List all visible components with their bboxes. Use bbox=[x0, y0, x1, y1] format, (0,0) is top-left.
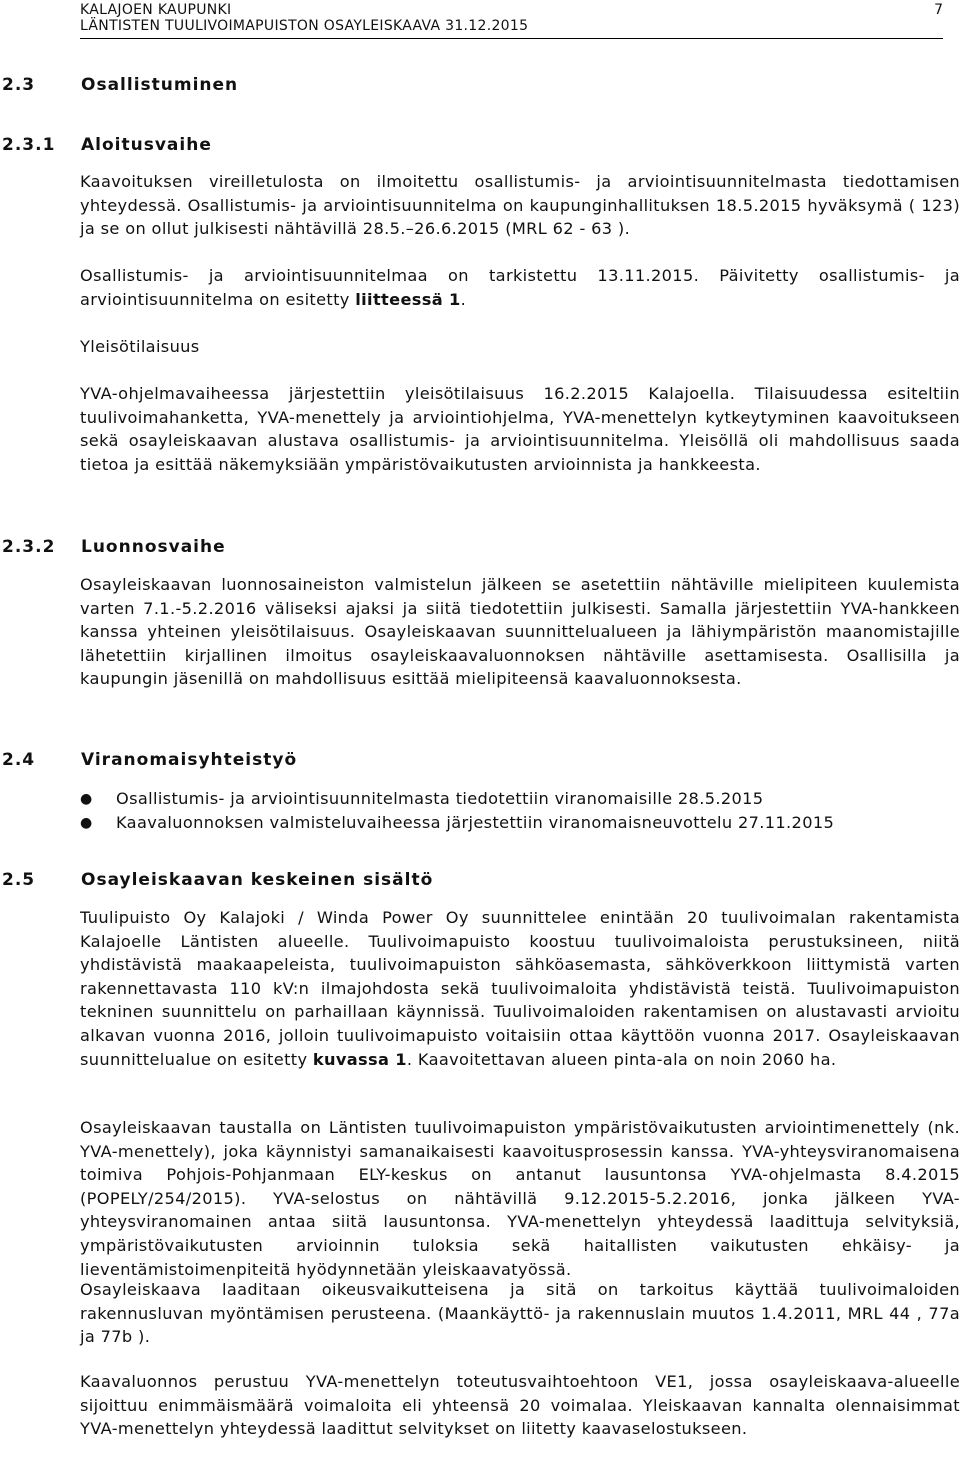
paragraph: Kaavaluonnos perustuu YVA-menettelyn toteutusvaihtoehtoon VE1, jossa osayleiskaava-alueelle sijoittuu enimmäismäärä voimaloita eli yhteensä 20 voimalaa. Yleiskaavan kannalta olennaisimmat YVA-menettelyn yhteydessä laadittut selvitykset on liitetty kaavaselostukseen. bbox=[80, 1372, 960, 1439]
paragraph-text: Tuulipuisto Oy Kalajoki / Winda Power Oy suunnittelee enintään 20 tuulivoimalan rakentamista Kalajoelle Läntisten alueelle. Tuulivoimapuisto koostuu tuulivoimaloista perustuksineen, niitä yhdistävistä maakaapeleista, tuulivoimapuiston sähköasemasta, sähköverkkoon liittymistä varten rakennettavasta 110 kV:n ilmajohdosta sekä tuulivoimaloita yhdistävistä teistä. Tuulivoimapuiston tekninen suunnittelu on parhaillaan käynnissä. Tuulivoimaloiden rakentamisen on alustavasti arvioitu alkavan vuonna 2016, jolloin tuulivoimapuisto voitaisiin ottaa käyttöön vuonna 2017. Osayleiskaavan suunnittelualue on esitetty bbox=[80, 908, 960, 1069]
sub-heading: Yleisötilaisuus bbox=[80, 337, 200, 356]
heading-number: 2.3.2 bbox=[2, 537, 56, 557]
paragraph: YVA-ohjelmavaiheessa järjestettiin yleisötilaisuus 16.2.2015 Kalajoella. Tilaisuudessa esiteltiin tuulivoimahanketta, YVA-menettely ja arviointiohjelma, YVA-menettelyn kytkeytyminen kaavoitukseen sekä osayleiskaavan alustava osallistumis- ja arviointisuunnitelma. Yleisöllä oli mahdollisuus saada tietoa ja esittää näkemyksiään ympäristövaikutusten arvioinnista ja hankkeesta. bbox=[80, 384, 960, 474]
figure-reference: kuvassa 1 bbox=[312, 1049, 407, 1069]
paragraph: Osayleiskaavan taustalla on Läntisten tuulivoimapuiston ympäristövaikutusten arviointimenettely (nk. YVA-menettely), joka käynnistyi samanaikaisesti kaavoitusprosessin kanssa. YVA-yhteysviranomaisena toimiva Pohjois-Pohjanmaan ELY-keskus on antanut lausuntonsa YVA-ohjelmasta 8.4.2015 (POPELY/254/2015). YVA-selostus on nähtävillä 9.12.2015-5.2.2016, jonka jälkeen YVA-yhteysviranomainen antaa siitä lausuntonsa. YVA-menettelyn yhteydessä laadittuja selvityksiä, ympäristövaikutusten arvioinnin tuloksia sekä haitallisten vaikutusten ehkäisy- ja lieventämistoimenpiteitä hyödynnetään yleiskaavatyössä. bbox=[80, 1118, 960, 1279]
page-number: 7 bbox=[934, 2, 943, 18]
heading-title: Aloitusvaihe bbox=[81, 135, 212, 155]
heading-title: Osallistuminen bbox=[81, 75, 239, 95]
paragraph-text: . bbox=[460, 289, 467, 309]
appendix-reference: liitteessä 1 bbox=[355, 289, 461, 309]
heading-number: 2.3 bbox=[2, 75, 36, 95]
heading-number: 2.3.1 bbox=[2, 135, 56, 155]
heading-title: Viranomaisyhteistyö bbox=[81, 750, 298, 770]
paragraph: Osayleiskaava laaditaan oikeusvaikutteisena ja sitä on tarkoitus käyttää tuulivoimaloiden rakennusluvan myöntämisen perusteena. (Maankäyttö- ja rakennuslain muutos 1.4.2011, MRL 44 , 77a ja 77b ). bbox=[80, 1280, 960, 1347]
bullet-icon: ● bbox=[80, 815, 93, 831]
bullet-text: Kaavaluonnoksen valmisteluvaiheessa järjestettiin viranomaisneuvottelu 27.11.2015 bbox=[116, 813, 835, 832]
paragraph bbox=[80, 264, 960, 311]
heading-number: 2.5 bbox=[2, 870, 36, 890]
running-header bbox=[80, 2, 528, 34]
header-divider bbox=[80, 38, 943, 39]
heading-number: 2.4 bbox=[2, 750, 36, 770]
paragraph: Osayleiskaavan luonnosaineiston valmistelun jälkeen se asetettiin nähtäville mielipiteen kuulemista varten 7.1.-5.2.2016 väliseksi ajaksi ja siitä tiedotettiin julkisesti. Samalla järjestettiin YVA-hankkeen kanssa yhteinen yleisötilaisuus. Osayleiskaavan suunnittelualueen ja lähiympäristön maanomistajille lähetettiin kirjallinen ilmoitus osayleiskaavaluonnoksen nähtäville asettamisesta. Osallisilla ja kaupungin jäsenillä on mahdollisuus esittää mielipiteensä kaavaluonnoksesta. bbox=[80, 575, 960, 689]
bullet-icon: ● bbox=[80, 791, 93, 807]
header-document-title: LÄNTISTEN TUULIVOIMAPUISTON OSAYLEISKAAVA 31.12.2015 bbox=[80, 18, 529, 34]
paragraph bbox=[80, 906, 960, 1071]
header-organization: KALAJOEN KAUPUNKI bbox=[80, 2, 232, 18]
heading-title: Osayleiskaavan keskeinen sisältö bbox=[81, 870, 434, 890]
paragraph: Kaavoituksen vireilletulosta on ilmoitettu osallistumis- ja arviointisuunnitelmasta tiedottamisen yhteydessä. Osallistumis- ja arviointisuunnitelma on kaupunginhallituksen 18.5.2015 hyväksymä ( 123) ja se on ollut julkisesti nähtävillä 28.5.–26.6.2015 (MRL 62 - 63 ). bbox=[80, 172, 960, 239]
paragraph-text: Osallistumis- ja arviointisuunnitelmaa on tarkistettu 13.11.2015. Päivitetty osallistumis- ja arviointisuunnitelma on esitetty bbox=[80, 266, 960, 309]
paragraph-text: . Kaavoitettavan alueen pinta-ala on noin 2060 ha. bbox=[406, 1049, 837, 1069]
heading-title: Luonnosvaihe bbox=[81, 537, 226, 557]
bullet-text: Osallistumis- ja arviointisuunnitelmasta tiedotettiin viranomaisille 28.5.2015 bbox=[116, 789, 764, 808]
